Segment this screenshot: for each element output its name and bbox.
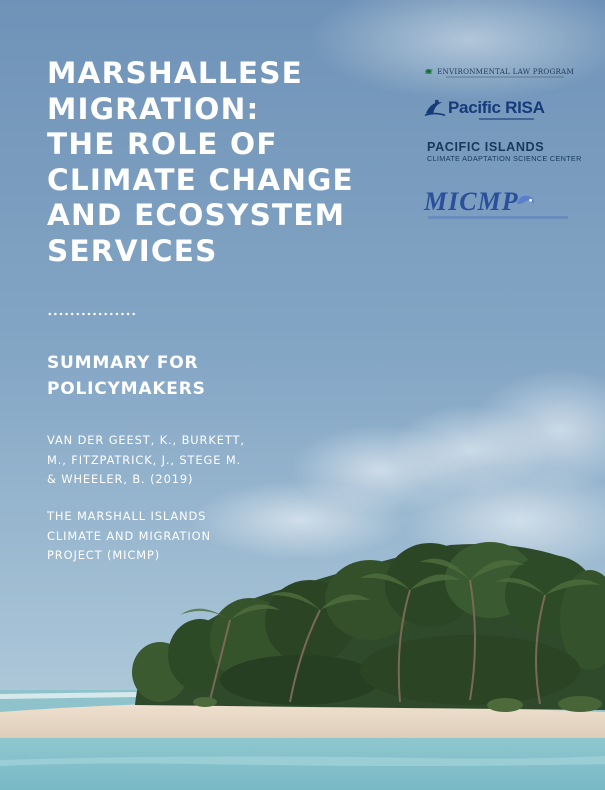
- environmental-law-program-logo: [424, 58, 574, 84]
- subtitle-line: POLICYMAKERS: [47, 379, 206, 399]
- authors-line: M., FITZPATRICK, J., STEGE M.: [47, 452, 242, 467]
- title-line: CLIMATE CHANGE: [47, 162, 354, 197]
- title-line: SERVICES: [47, 233, 218, 268]
- title-line: MARSHALLESE: [47, 56, 304, 90]
- project-line: PROJECT (MICMP): [47, 548, 161, 562]
- cover-subtitle: [47, 350, 206, 402]
- logo-text: ENVIRONMENTAL LAW PROGRAM: [437, 66, 574, 76]
- title-line: THE ROLE OF: [47, 127, 278, 161]
- project-line: CLIMATE AND MIGRATION: [47, 528, 211, 543]
- wave-icon: [515, 191, 537, 213]
- surfer-icon: [424, 97, 446, 119]
- logo-subtext: CLIMATE ADAPTATION SCIENCE CENTER: [427, 154, 582, 163]
- authors-line: VAN DER GEEST, K., BURKETT,: [47, 433, 245, 447]
- logo-text: MICMP: [424, 187, 519, 216]
- project-name: [47, 507, 211, 566]
- pacific-islands-casc-logo: [424, 134, 582, 170]
- logo-text: PACIFIC ISLANDS: [427, 140, 545, 154]
- authors-citation: [47, 431, 245, 490]
- micmp-logo: [424, 180, 574, 224]
- project-line: THE MARSHALL ISLANDS: [47, 509, 207, 523]
- subtitle-line: SUMMARY FOR: [47, 353, 199, 373]
- pacific-risa-logo: [424, 92, 574, 124]
- cover-title: [47, 56, 354, 269]
- title-line: MIGRATION:: [47, 91, 260, 126]
- logo-text: Pacific RISA: [448, 98, 545, 117]
- partner-logos: [424, 58, 582, 224]
- authors-line: & WHEELER, B. (2019): [47, 472, 194, 486]
- title-line: AND ECOSYSTEM: [47, 198, 346, 232]
- turtle-icon: [424, 62, 433, 80]
- dotted-divider: [47, 312, 137, 316]
